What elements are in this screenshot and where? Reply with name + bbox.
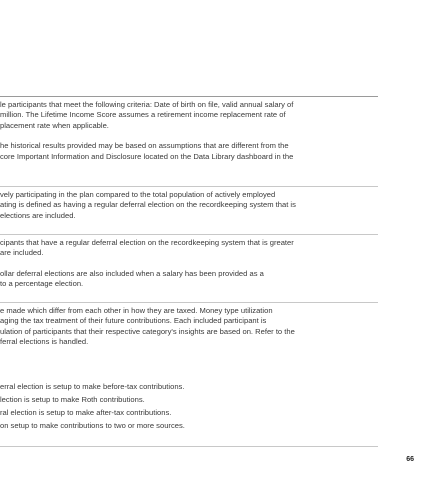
text-line: cipants that have a regular deferral election on the recordkeeping system that is greater: [0, 238, 294, 247]
page-number: 66: [406, 456, 414, 463]
text-line: ating is defined as having a regular deferral election on the recordkeeping system that is: [0, 200, 296, 210]
text-line: are included.: [0, 248, 44, 258]
section-divider: [0, 96, 378, 97]
section-money-type-definitions: [0, 380, 380, 432]
text-line: core Important Information and Disclosure located on the Data Library dashboard in the: [0, 151, 294, 161]
text-line: e made which differ from each other in how they are taxed. Money type utilization: [0, 306, 273, 315]
text-line: he historical results provided may be based on assumptions that are different from the: [0, 141, 289, 151]
definition-item: on setup to make contributions to two or more sources.: [0, 421, 185, 430]
section-divider: [0, 186, 378, 187]
section-lifetime-income: [0, 100, 380, 162]
text-line: million. The Lifetime Income Score assumes a retirement income replacement rate of: [0, 110, 286, 120]
text-line: to a percentage election.: [0, 279, 84, 289]
definition-item: lection is setup to make Roth contributions.: [0, 395, 145, 404]
section-money-type: [0, 306, 380, 348]
text-line: ferral elections is handled.: [0, 337, 89, 347]
section-participation-rate: [0, 190, 380, 221]
text-line: aging the tax treatment of their future contributions. Each included participant is: [0, 316, 267, 326]
text-line: le participants that meet the following criteria: Date of birth on file, valid annual salary of: [0, 100, 294, 109]
section-divider: [0, 234, 378, 235]
text-line: ollar deferral elections are also included when a salary has been provided as a: [0, 268, 264, 278]
section-divider: [0, 302, 378, 303]
definition-item: ral election is setup to make after-tax contributions.: [0, 408, 172, 417]
text-line: ulation of participants that their respective category's insights are based on. Refer to the: [0, 326, 295, 336]
text-line: placement rate when applicable.: [0, 120, 109, 130]
text-line: elections are included.: [0, 210, 76, 220]
text-line: vely participating in the plan compared to the total population of actively employed: [0, 190, 276, 199]
section-deferral-rate: [0, 238, 380, 290]
definition-item: erral election is setup to make before-tax contributions.: [0, 382, 185, 391]
section-divider: [0, 446, 378, 447]
